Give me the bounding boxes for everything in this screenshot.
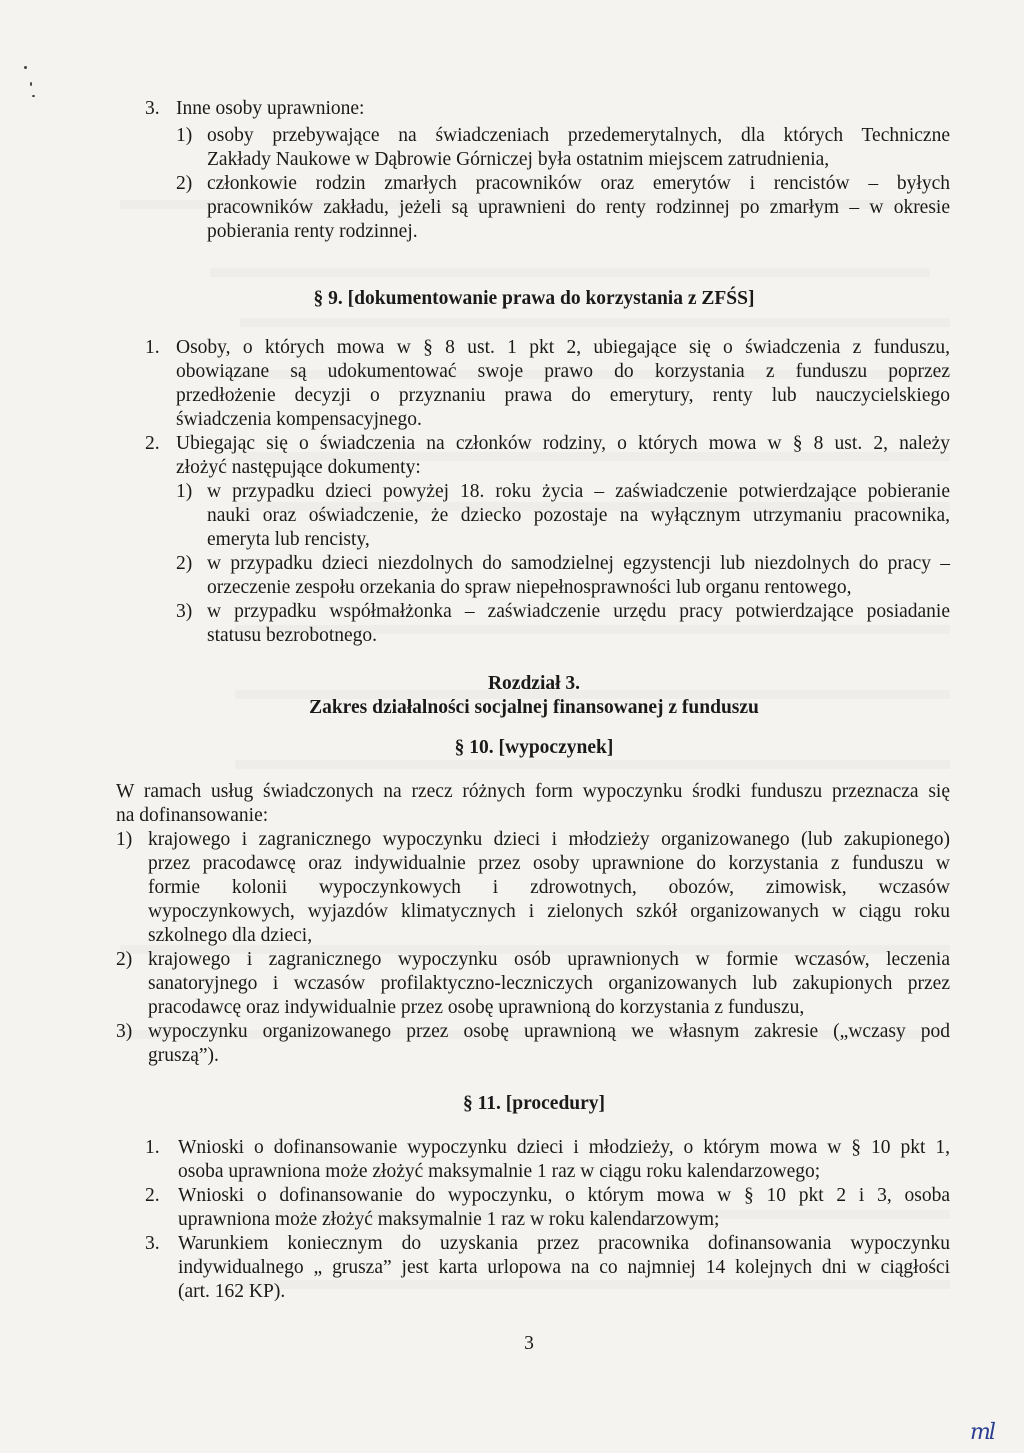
- subitem-line: orzeczenie zespołu orzekania do spraw niepełnosprawności lub organu rentowego,: [207, 577, 852, 598]
- subitem-number: 3): [176, 601, 193, 622]
- page-number: 3: [524, 1333, 534, 1354]
- point-number: 2.: [145, 433, 160, 454]
- list-item-number: 1): [116, 829, 133, 850]
- paragraph-heading: § 10. [wypoczynek]: [454, 737, 614, 758]
- list-item-line: wypoczynku organizowanego przez osobę uprawnioną we własnym zakresie („wczasy pod: [148, 1021, 950, 1042]
- point-number: 1.: [145, 337, 160, 358]
- list-item-number: 2): [176, 173, 193, 194]
- list-item-number: 3): [116, 1021, 133, 1042]
- list-item-line: krajowego i zagranicznego wypoczynku dzieci i młodzieży organizowanego (lub zakupionego): [148, 829, 950, 850]
- point-line: Wnioski o dofinansowanie do wypoczynku, o którym mowa w § 10 pkt 2 i 3, osoba: [178, 1185, 950, 1206]
- subitem-line: emeryta lub rencisty,: [207, 529, 370, 550]
- list-item-line: pobierania renty rodzinnej.: [207, 221, 418, 242]
- list-item-line: pracodawcę oraz indywidualnie przez osobę uprawnioną do korzystania z funduszu,: [148, 997, 805, 1018]
- subitem-line: w przypadku dzieci powyżej 18. roku życia – zaświadczenie potwierdzające pobieranie: [207, 481, 950, 502]
- scan-speck: [32, 95, 35, 97]
- list-item-line: wypoczynkowych, wyjazdów klimatycznych i zielonych szkół organizowanych w ciągu roku: [148, 901, 950, 922]
- handwritten-initials: ml: [970, 1420, 994, 1445]
- point-line: Warunkiem koniecznym do uzyskania przez pracownika dofinansowania wypoczynku: [178, 1233, 950, 1254]
- chapter-number: Rozdział 3.: [487, 673, 581, 694]
- point-number: 1.: [145, 1137, 160, 1158]
- point-line: świadczenia kompensacyjnego.: [176, 409, 422, 430]
- list-item-line: gruszą”).: [148, 1045, 219, 1066]
- point-line: osoba uprawniona może złożyć maksymalnie 1 raz w ciągu roku kalendarzowego;: [178, 1161, 821, 1182]
- list-item-line: sanatoryjnego i wczasów profilaktyczno-leczniczych organizowanych lub zakupionych przez: [148, 973, 950, 994]
- list-item-line: osoby przebywające na świadczeniach przedemerytalnych, dla których Techniczne: [207, 125, 950, 146]
- point-line: indywidualnego „ grusza” jest karta urlopowa na co najmniej 14 kolejnych dni w ciągłości: [178, 1257, 950, 1278]
- scan-speck: [30, 82, 32, 86]
- list-item-line: szkolnego dla dzieci,: [148, 925, 313, 946]
- list-item-line: formie kolonii wypoczynkowych i zdrowotnych, obozów, zimowisk, wczasów: [148, 877, 950, 898]
- point-line: uprawniona może złożyć maksymalnie 1 raz w roku kalendarzowym;: [178, 1209, 720, 1230]
- point-line: Osoby, o których mowa w § 8 ust. 1 pkt 2, ubiegające się o świadczenia z funduszu,: [176, 337, 950, 358]
- intro-line: na dofinansowanie:: [116, 805, 269, 826]
- list-item-number: 1): [176, 125, 193, 146]
- point-line: obowiązane są udokumentować swoje prawo do korzystania z funduszu poprzez: [176, 361, 950, 382]
- list-item-line: krajowego i zagranicznego wypoczynku osób uprawnionych w formie wczasów, leczenia: [148, 949, 950, 970]
- point-line: Wnioski o dofinansowanie wypoczynku dzieci i młodzieży, o którym mowa w § 10 pkt 1,: [178, 1137, 950, 1158]
- section-number: 3.: [145, 98, 160, 119]
- paragraph-heading: § 9. [dokumentowanie prawa do korzystania z ZFŚS]: [313, 288, 755, 309]
- subitem-number: 2): [176, 553, 193, 574]
- point-line: złożyć następujące dokumenty:: [176, 457, 421, 478]
- list-item-line: przez pracodawcę oraz indywidualnie przez osoby uprawnione do korzystania z funduszu w: [148, 853, 950, 874]
- point-line: przedłożenie decyzji o przyznaniu prawa do emerytury, renty lub nauczycielskiego: [176, 385, 950, 406]
- list-item-line: pracowników zakładu, jeżeli są uprawnieni do renty rodzinnej po zmarłym – w okresie: [207, 197, 950, 218]
- subitem-line: nauki oraz oświadczenie, że dziecko pozostaje na wyłącznym utrzymaniu pracownika,: [207, 505, 950, 526]
- list-item-line: Zakłady Naukowe w Dąbrowie Górniczej była ostatnim miejscem zatrudnienia,: [207, 149, 830, 170]
- point-number: 2.: [145, 1185, 160, 1206]
- point-line: Ubiegając się o świadczenia na członków rodziny, o których mowa w § 8 ust. 2, należy: [176, 433, 950, 454]
- section-title: Inne osoby uprawnione:: [176, 98, 365, 119]
- list-item-number: 2): [116, 949, 133, 970]
- point-line: (art. 162 KP).: [178, 1281, 286, 1302]
- subitem-number: 1): [176, 481, 193, 502]
- point-number: 3.: [145, 1233, 160, 1254]
- subitem-line: statusu bezrobotnego.: [207, 625, 378, 646]
- list-item-line: członkowie rodzin zmarłych pracowników oraz emerytów i rencistów – byłych: [207, 173, 950, 194]
- subitem-line: w przypadku współmałżonka – zaświadczenie urzędu pracy potwierdzające posiadanie: [207, 601, 950, 622]
- paragraph-heading: § 11. [procedury]: [462, 1093, 606, 1114]
- scan-speck: [24, 66, 27, 69]
- chapter-title: Zakres działalności socjalnej finansowanej z funduszu: [309, 697, 759, 718]
- intro-line: W ramach usług świadczonych na rzecz różnych form wypoczynku środki funduszu przeznacza się: [116, 781, 950, 802]
- subitem-line: w przypadku dzieci niezdolnych do samodzielnej egzystencji lub niezdolnych do pracy –: [207, 553, 950, 574]
